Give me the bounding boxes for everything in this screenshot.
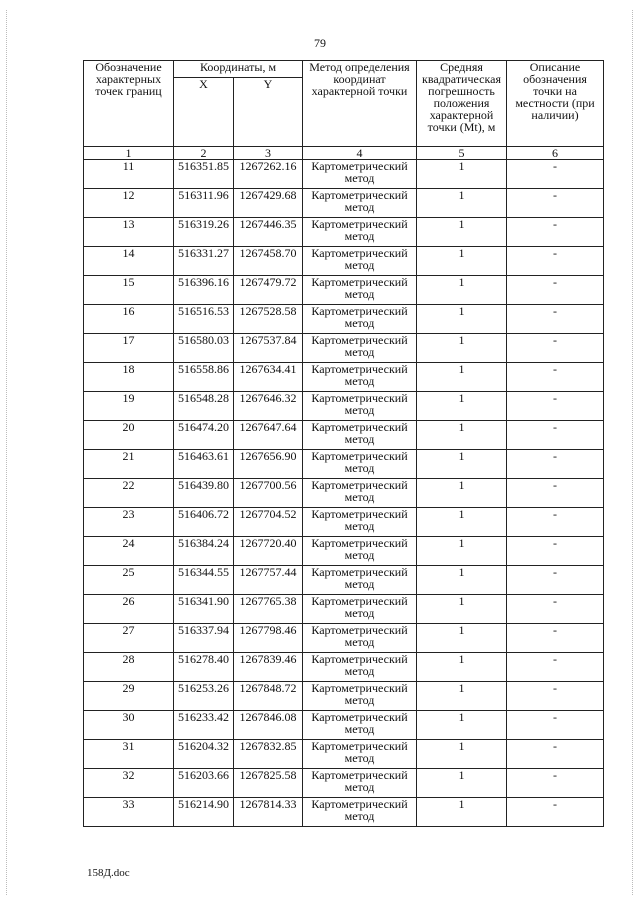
description-cell: - [507, 160, 604, 189]
y-coordinate-cell: 1267647.64 [234, 421, 303, 450]
description-cell: - [507, 334, 604, 363]
x-coordinate-cell: 516516.53 [174, 305, 234, 334]
method-cell: Картометрический метод [303, 305, 417, 334]
y-coordinate-cell: 1267832.85 [234, 740, 303, 769]
table-row [84, 305, 604, 334]
point-number-cell: 16 [84, 305, 174, 334]
description-cell: - [507, 363, 604, 392]
point-number-cell: 27 [84, 624, 174, 653]
description-cell: - [507, 508, 604, 537]
error-cell: 1 [417, 450, 507, 479]
description-cell: - [507, 537, 604, 566]
y-coordinate-cell: 1267814.33 [234, 798, 303, 827]
x-coordinate-cell: 516351.85 [174, 160, 234, 189]
method-cell: Картометрический метод [303, 595, 417, 624]
table-row [84, 421, 604, 450]
error-cell: 1 [417, 508, 507, 537]
error-cell: 1 [417, 160, 507, 189]
table-row [84, 334, 604, 363]
point-number-cell: 21 [84, 450, 174, 479]
error-cell: 1 [417, 653, 507, 682]
x-coordinate-cell: 516341.90 [174, 595, 234, 624]
description-cell: - [507, 450, 604, 479]
method-cell: Картометрический метод [303, 566, 417, 595]
point-number-cell: 24 [84, 537, 174, 566]
error-cell: 1 [417, 682, 507, 711]
method-cell: Картометрический метод [303, 160, 417, 189]
error-cell: 1 [417, 334, 507, 363]
method-cell: Картометрический метод [303, 189, 417, 218]
column-number: 3 [234, 147, 303, 160]
method-cell: Картометрический метод [303, 653, 417, 682]
y-coordinate-cell: 1267479.72 [234, 276, 303, 305]
x-coordinate-cell: 516406.72 [174, 508, 234, 537]
column-number: 1 [84, 147, 174, 160]
table-row [84, 624, 604, 653]
table-row [84, 537, 604, 566]
table-row [84, 595, 604, 624]
description-cell: - [507, 276, 604, 305]
table-row [84, 508, 604, 537]
table-body [84, 160, 604, 827]
point-number-cell: 31 [84, 740, 174, 769]
point-number-cell: 19 [84, 392, 174, 421]
x-coordinate-cell: 516203.66 [174, 769, 234, 798]
y-coordinate-cell: 1267446.35 [234, 218, 303, 247]
method-cell: Картометрический метод [303, 537, 417, 566]
column-number: 4 [303, 147, 417, 160]
method-cell: Картометрический метод [303, 508, 417, 537]
y-coordinate-cell: 1267646.32 [234, 392, 303, 421]
method-cell: Картометрический метод [303, 392, 417, 421]
description-cell: - [507, 740, 604, 769]
coordinates-table [83, 60, 604, 827]
method-cell: Картометрический метод [303, 363, 417, 392]
y-coordinate-cell: 1267634.41 [234, 363, 303, 392]
x-coordinate-cell: 516278.40 [174, 653, 234, 682]
error-cell: 1 [417, 798, 507, 827]
method-cell: Картометрический метод [303, 450, 417, 479]
scan-edge-left [6, 10, 8, 895]
table-row [84, 276, 604, 305]
description-cell: - [507, 798, 604, 827]
table-row [84, 479, 604, 508]
description-cell: - [507, 421, 604, 450]
point-number-cell: 17 [84, 334, 174, 363]
description-cell: - [507, 566, 604, 595]
x-coordinate-cell: 516344.55 [174, 566, 234, 595]
header-x: X [174, 78, 234, 147]
table-row [84, 566, 604, 595]
error-cell: 1 [417, 537, 507, 566]
x-coordinate-cell: 516331.27 [174, 247, 234, 276]
scan-edge-right [632, 10, 634, 895]
y-coordinate-cell: 1267757.44 [234, 566, 303, 595]
table-row [84, 160, 604, 189]
y-coordinate-cell: 1267458.70 [234, 247, 303, 276]
x-coordinate-cell: 516311.96 [174, 189, 234, 218]
table-row [84, 363, 604, 392]
x-coordinate-cell: 516319.26 [174, 218, 234, 247]
x-coordinate-cell: 516214.90 [174, 798, 234, 827]
table-row [84, 218, 604, 247]
table-row [84, 653, 604, 682]
y-coordinate-cell: 1267262.16 [234, 160, 303, 189]
point-number-cell: 26 [84, 595, 174, 624]
table-row [84, 769, 604, 798]
point-number-cell: 29 [84, 682, 174, 711]
file-name-footer: 158Д.doc [87, 867, 130, 879]
table-row [84, 392, 604, 421]
x-coordinate-cell: 516233.42 [174, 711, 234, 740]
table-row [84, 798, 604, 827]
column-number: 2 [174, 147, 234, 160]
error-cell: 1 [417, 421, 507, 450]
description-cell: - [507, 218, 604, 247]
page-number: 79 [314, 36, 326, 50]
method-cell: Картометрический метод [303, 276, 417, 305]
table-row [84, 189, 604, 218]
description-cell: - [507, 682, 604, 711]
error-cell: 1 [417, 740, 507, 769]
error-cell: 1 [417, 566, 507, 595]
method-cell: Картометрический метод [303, 247, 417, 276]
y-coordinate-cell: 1267537.84 [234, 334, 303, 363]
description-cell: - [507, 305, 604, 334]
description-cell: - [507, 624, 604, 653]
error-cell: 1 [417, 276, 507, 305]
x-coordinate-cell: 516384.24 [174, 537, 234, 566]
x-coordinate-cell: 516253.26 [174, 682, 234, 711]
y-coordinate-cell: 1267720.40 [234, 537, 303, 566]
point-number-cell: 25 [84, 566, 174, 595]
x-coordinate-cell: 516439.80 [174, 479, 234, 508]
method-cell: Картометрический метод [303, 421, 417, 450]
header-method: Метод определения координат характерной точки [303, 61, 417, 147]
table-row [84, 740, 604, 769]
method-cell: Картометрический метод [303, 479, 417, 508]
x-coordinate-cell: 516337.94 [174, 624, 234, 653]
method-cell: Картометрический метод [303, 682, 417, 711]
x-coordinate-cell: 516580.03 [174, 334, 234, 363]
method-cell: Картометрический метод [303, 798, 417, 827]
method-cell: Картометрический метод [303, 624, 417, 653]
error-cell: 1 [417, 711, 507, 740]
y-coordinate-cell: 1267429.68 [234, 189, 303, 218]
y-coordinate-cell: 1267704.52 [234, 508, 303, 537]
x-coordinate-cell: 516548.28 [174, 392, 234, 421]
column-number: 6 [507, 147, 604, 160]
point-number-cell: 14 [84, 247, 174, 276]
point-number-cell: 30 [84, 711, 174, 740]
error-cell: 1 [417, 479, 507, 508]
point-number-cell: 11 [84, 160, 174, 189]
method-cell: Картометрический метод [303, 334, 417, 363]
description-cell: - [507, 479, 604, 508]
method-cell: Картометрический метод [303, 218, 417, 247]
column-number: 5 [417, 147, 507, 160]
error-cell: 1 [417, 189, 507, 218]
x-coordinate-cell: 516204.32 [174, 740, 234, 769]
method-cell: Картометрический метод [303, 740, 417, 769]
method-cell: Картометрический метод [303, 711, 417, 740]
y-coordinate-cell: 1267848.72 [234, 682, 303, 711]
table-row [84, 711, 604, 740]
error-cell: 1 [417, 247, 507, 276]
point-number-cell: 20 [84, 421, 174, 450]
description-cell: - [507, 769, 604, 798]
point-number-cell: 13 [84, 218, 174, 247]
y-coordinate-cell: 1267656.90 [234, 450, 303, 479]
description-cell: - [507, 189, 604, 218]
description-cell: - [507, 392, 604, 421]
header-error: Средняя квадратическая погрешность положения характерной точки (Mt), м [417, 61, 507, 147]
header-coordinates: Координаты, м [174, 61, 303, 78]
y-coordinate-cell: 1267798.46 [234, 624, 303, 653]
error-cell: 1 [417, 305, 507, 334]
error-cell: 1 [417, 624, 507, 653]
x-coordinate-cell: 516396.16 [174, 276, 234, 305]
table-row [84, 247, 604, 276]
point-number-cell: 15 [84, 276, 174, 305]
header-designation: Обозначение характерных точек границ [84, 61, 174, 147]
error-cell: 1 [417, 595, 507, 624]
point-number-cell: 33 [84, 798, 174, 827]
description-cell: - [507, 711, 604, 740]
method-cell: Картометрический метод [303, 769, 417, 798]
y-coordinate-cell: 1267528.58 [234, 305, 303, 334]
point-number-cell: 28 [84, 653, 174, 682]
x-coordinate-cell: 516474.20 [174, 421, 234, 450]
point-number-cell: 18 [84, 363, 174, 392]
error-cell: 1 [417, 363, 507, 392]
description-cell: - [507, 653, 604, 682]
y-coordinate-cell: 1267825.58 [234, 769, 303, 798]
description-cell: - [507, 595, 604, 624]
y-coordinate-cell: 1267765.38 [234, 595, 303, 624]
error-cell: 1 [417, 769, 507, 798]
x-coordinate-cell: 516463.61 [174, 450, 234, 479]
table-row [84, 682, 604, 711]
table-row [84, 450, 604, 479]
x-coordinate-cell: 516558.86 [174, 363, 234, 392]
point-number-cell: 12 [84, 189, 174, 218]
point-number-cell: 23 [84, 508, 174, 537]
header-description: Описание обозначения точки на местности (при наличии) [507, 61, 604, 147]
header-y: Y [234, 78, 303, 147]
error-cell: 1 [417, 218, 507, 247]
y-coordinate-cell: 1267700.56 [234, 479, 303, 508]
error-cell: 1 [417, 392, 507, 421]
description-cell: - [507, 247, 604, 276]
y-coordinate-cell: 1267846.08 [234, 711, 303, 740]
point-number-cell: 22 [84, 479, 174, 508]
point-number-cell: 32 [84, 769, 174, 798]
y-coordinate-cell: 1267839.46 [234, 653, 303, 682]
